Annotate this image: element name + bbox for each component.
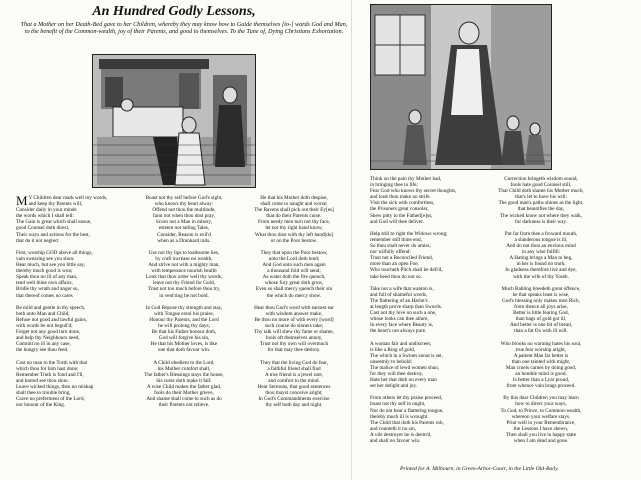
verse-column-1 — [16, 195, 128, 408]
verse-column-2: Boast not thy self before God's sight, who knows thy heart alway: Offend not thou the multitude, faint not when thou dost pray, Scorn not a Man in misery, esteem not tatling Tales, Consider, Reason is exil'd when as a Drunkard rails. Use not thy lips to loathsome lies, by craft increase no wealth, And strive not with a mighty man, with temperance nourish health Look that thou order well thy words, leave not thy Friend for Gold, Trust not too much before thou try, in vent'ring be not bold. In God Repose thy strength and stay, with Tongue extol his praise, Honour thy Parents, and the Lord he will prolong thy days; Be that his Father honour doth, God will forgive his sin, He that his Mother loves, is like one that doth favour win. A Child obedient to the Lord, his Mother comfort shall, The father's Blessings stays the house, his curse doth make it fall: A wise Child makes the father glad, fools do their Mother grieve, And shame shall come to such as do their Parents not relieve. — [144, 195, 224, 409]
dropcap: M — [16, 193, 28, 208]
woodcut-illustration-right — [371, 5, 551, 169]
verse-column-3: He that his Mother doth despise, shall come to naught and worse; The Ravens shall pick out their Ey[es] that do their Parents curse. From needy men turn not thy face, let not thy right hand know, What thou dost with thy left hand[do] or on the Poor bestow. They that upon the Poor bestow, unto the Lord doth lend; And God unto such men again a thousand fold will send; As water doth the fire quench, whose fury great doth grow, Even so shall mercy quench their sin the which do mercy show. Hear thou God's word with earnest ear with wisdom answer make, Be thou no more of with every [word] such course do sinners take; Thy talk will shew thy fame or shame, fools oft themselves annoy, Trust not thy own will overmuch for that may thee destroy. They that the living God do fear, a faithful friend shall find A true friend is a jewel rare, and comfort to the mind. Hear Sermons, that good sentences thou mayst conceive aright, In God's Commandments exercise thy self both day and night. — [254, 195, 334, 409]
printer-imprint: Printed for A. Milbourn, in Green-Arbor-Court, in the Little Old-Baily. — [400, 466, 559, 472]
woodcut-illustration-left — [93, 55, 255, 187]
woodcut-deathbed-scene — [92, 54, 256, 188]
verse-text-1: Y Children dear mark well my words, and keep thy Parents will, Consider daily in your minds the words which I shall tell: The Gain is great which shall ensue, good Counsel doth direct, Their ways and actions for the best, that do it not neglect First, worship GOD above all things, vain swearing see you shun: Hear much, but see you little say, thereby much good is won; Speak thou no ill of any man, tend well thine own affairs, Bridle thy wrath and anger so, that thereof comes no cares Be mild and gentle in thy speech, both unto Man and Child, Refuse not good and lawful gains, with words be not beguil'd; Forget not any good turn done, and help thy Neighbours need, Commit no ill in any case, the hungry see thou feed. Cost no man to the Torth with that which thou for him hast done; Remember Truth is fond and I'll, and barred see thou shun. Leave wicked things, then no mishap shall thee to trouble bring, Crave no preferment of the Lord, nor honour of the King. — [16, 195, 108, 409]
ballad-subtitle: That a Mother on her Death-Bed gave to her Children, whereby they may know how to Guide themselves [to-] wards God and Man, to the benefit of the Common-wealth, joy of their Parents, and good to themselves. To the Tune of, Dying Christians Exhortation. — [20, 21, 348, 36]
verse-column-5: Correction bringeth wisdom sound, fools hate good Counsel still, That Child doth shame his Mother much, that's let to have his will: The good man's paths shines as the light, that beautifies the day, The wicked know not where they walk, for darkness is their way. Put far from thee a froward mouth, a slanderous tongue is ill, And do not thou an envious mind in any wise fulfill: A Hating brings a Man to beg, in her is found no truth, In gladness therefore live and dye, with the wife of thy Youth. Much Babling breedeth great offence, he that speaks least is wise, God's blessing only makes men Rich, from thence all joys arise, Better is little fearing God, than bags of gold got ill, And better is one bit of bread, than a fat Ox with ill will. Who brooks no warning hates his soul, true fear worship aright, A patient Man far better is than one tainted with might, Man cruels carnes by doing good, an humble mind is good, Is better than a Lyar proud, from whence vain brags proceed. By this dear Children you may learn how to direct your ways, To God, to Prince, to Common-wealth, whereon your welfare stays. Print well in your Remembrance, the Lessons I have shewn, Then shall you live in happy state when I am dead and gone. — [498, 176, 584, 445]
woodcut-mother-children — [370, 4, 552, 170]
verse-column-4: Think on the pain thy Mother had, in bringing thee to life; Fear God who knows thy secret thoughts, and look thou make no strife. Visit the sick with comfortless, the Prisoners great consoler, Shew pitty to the Fatherl[e]ss, and God will thee deliver. Help still to right the Widows wrong; remember still thine end, So thou shalt never do amiss, nor wilfully offend: Trust not a Reconciled Friend, more than an open Foe, Who toucheth Pitch shall be defi'd, take heed thou do not so. Take not a wife that wanton is, and full of shameful words, The flattering of an Harlot's at length prove sharp than Swords. Cast not thy love on such a one, whose looks can thee allure, In every face where Beauty is, the heart's not always pure. A woman fair and undiscreet, is like a Ring of gold, The which in a Swines snout is set, unseemly to behold: The malice of lewd women shun, for they will thee destroy, Hate her that doth on every man set her delight and joy. From others let thy praise proceed, boast not thy self in ought, Nor do not hear a flattering tongue, thereby much ill is wrought. The Child that doth his Parents rob, and counteth it no sin, A vile destroyer he is deem'd, and shall no favour win. — [370, 176, 457, 445]
ballad-title: An Hundred Godly Lessons, — [92, 4, 256, 19]
page-fold-divider — [351, 0, 352, 480]
